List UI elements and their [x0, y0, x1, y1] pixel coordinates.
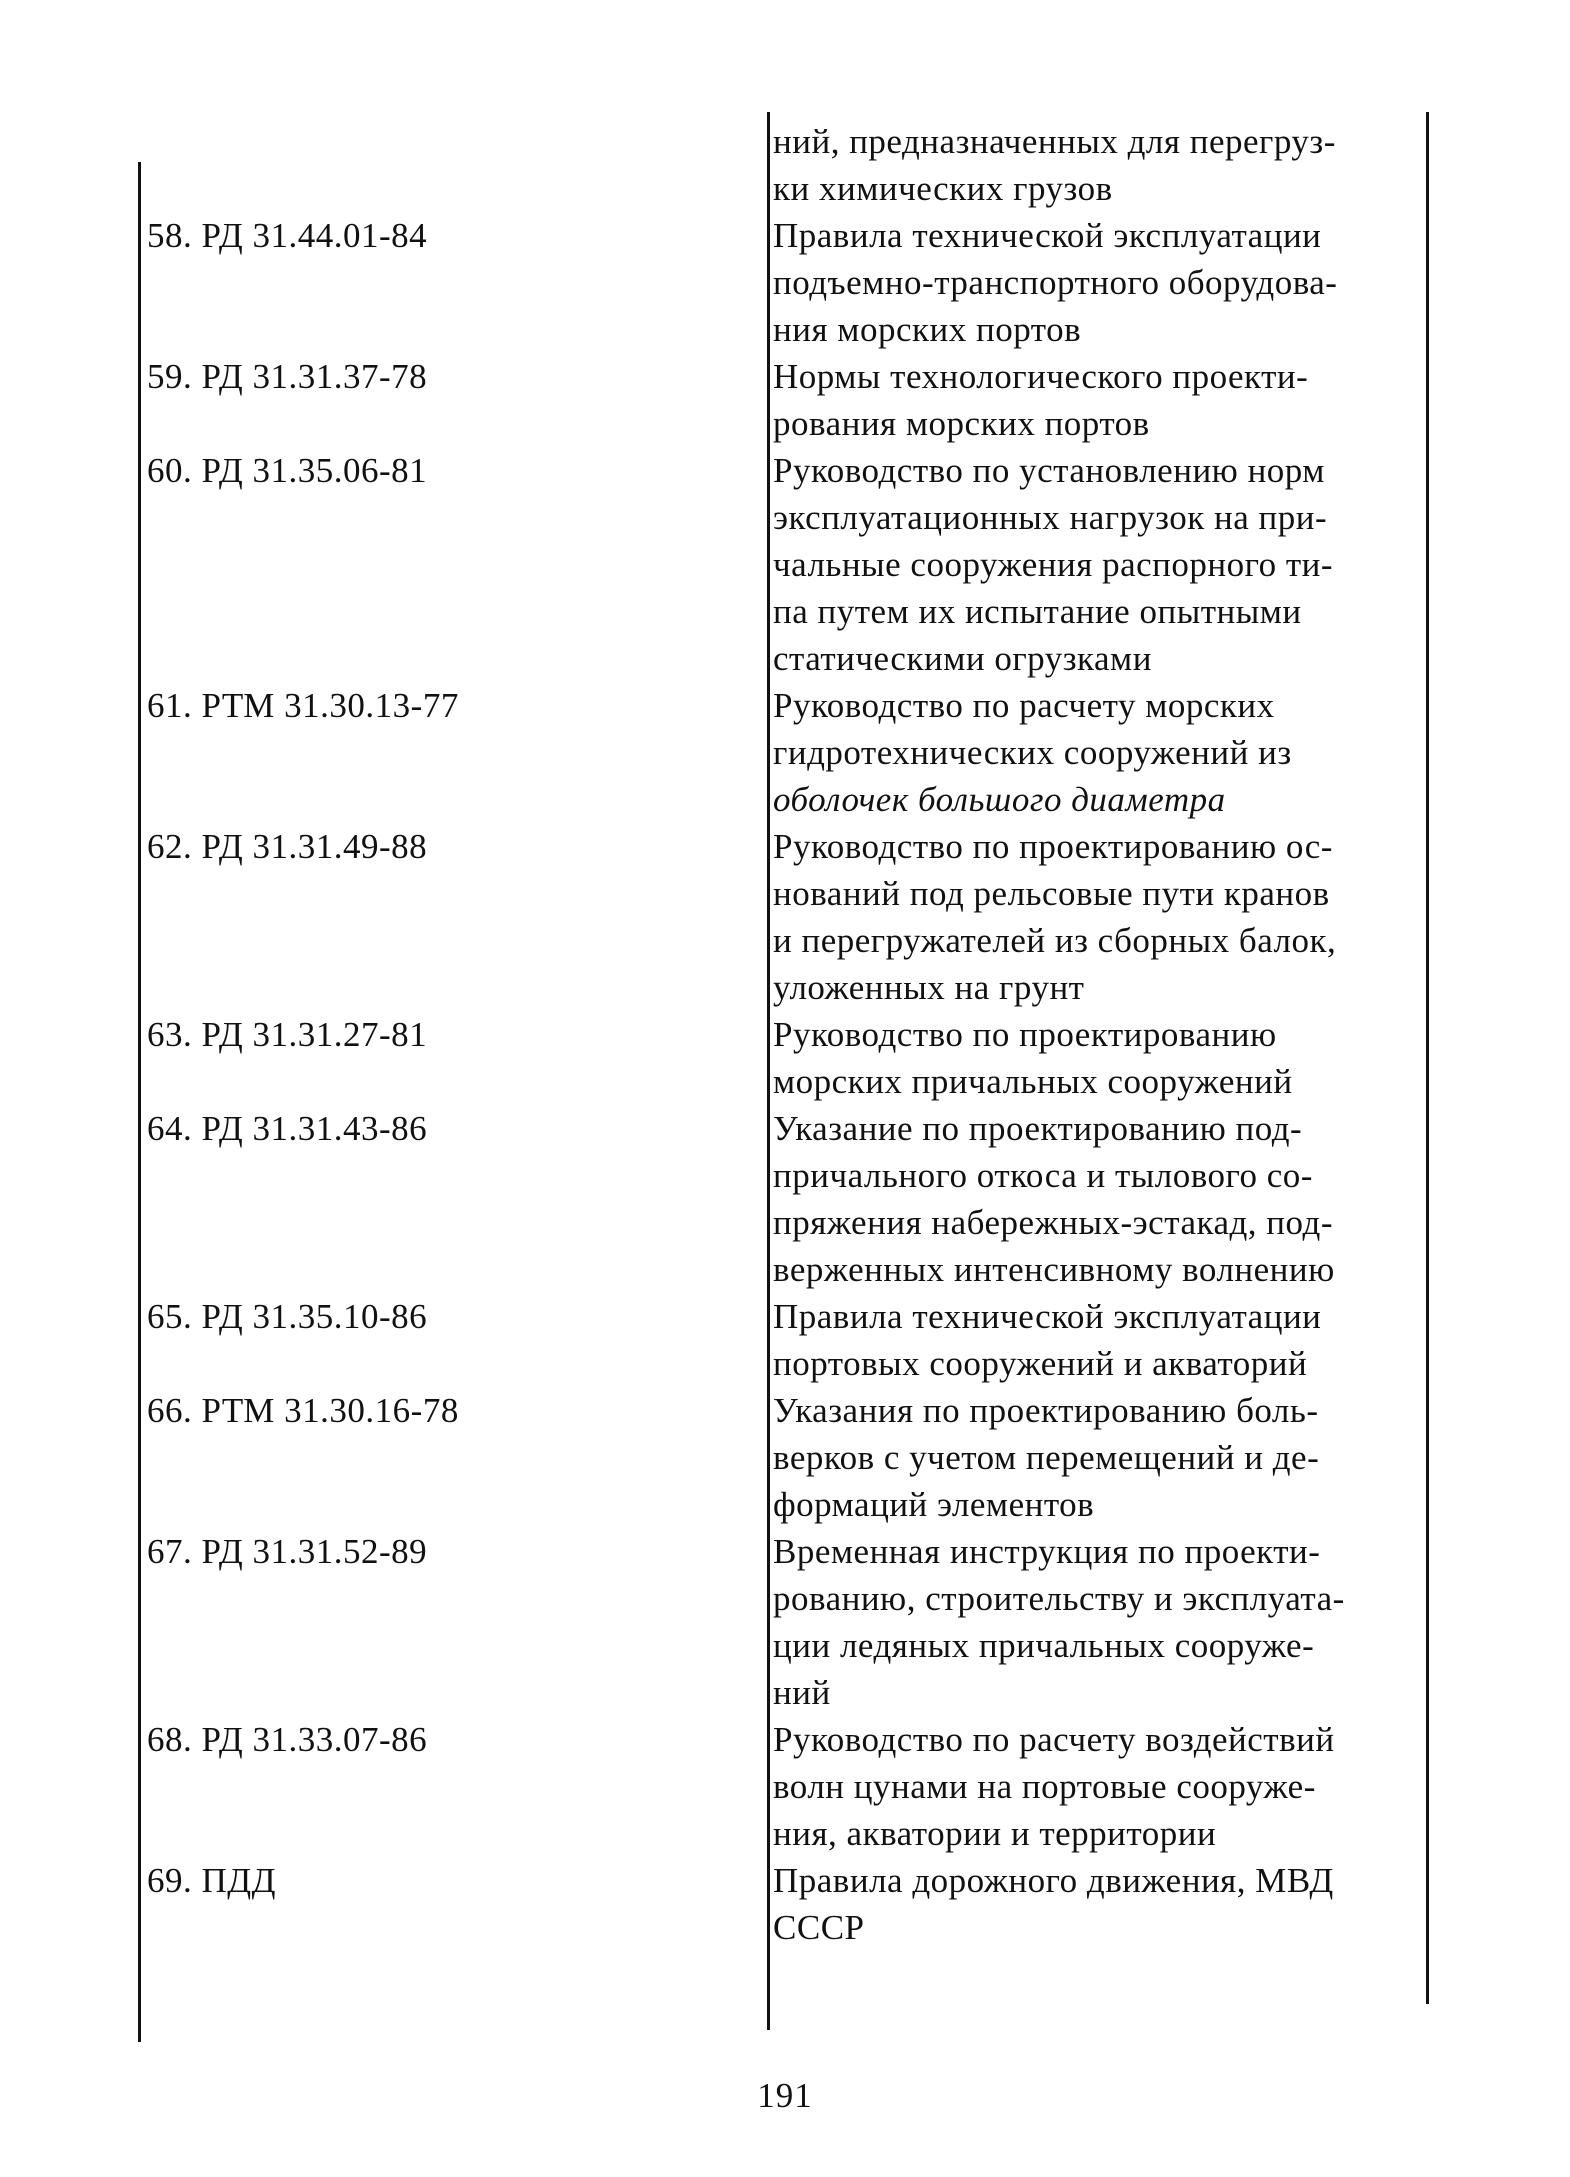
title-line: Правила технической эксплуатации: [773, 1297, 1322, 1336]
title-line: Руководство по проектированию ос-: [773, 827, 1333, 866]
document-code: 61. РТМ 31.30.13-77: [147, 686, 459, 725]
table-row: [141, 1716, 1426, 1857]
document-code: 69. ПДД: [147, 1861, 277, 1900]
title-line: рованию, строительству и эксплуата-: [773, 1579, 1345, 1618]
title-line: Нормы технологического проекти-: [773, 357, 1309, 396]
table-row: [141, 1387, 1426, 1528]
title-line: портовых сооружений и акваторий: [773, 1344, 1308, 1383]
table-row: [141, 447, 1426, 682]
document-title: [767, 447, 1423, 682]
table-row: [141, 212, 1426, 353]
title-line: Правила технической эксплуатации: [773, 216, 1322, 255]
title-line: ции ледяных причальных сооруже-: [773, 1626, 1315, 1665]
table-row: [141, 682, 1426, 823]
title-line: Руководство по расчету морских: [773, 686, 1275, 725]
title-line-italic: оболочек большого диаметра: [773, 780, 1226, 819]
table-row: [141, 823, 1426, 1011]
document-title: [767, 118, 1423, 212]
title-line: эксплуатационных нагрузок на при-: [773, 498, 1328, 537]
document-code: 64. РД 31.31.43-86: [147, 1109, 428, 1148]
document-title: [767, 212, 1423, 353]
document-title: [767, 823, 1423, 1011]
title-line: гидротехнических сооружений из: [773, 733, 1292, 772]
title-line: уложенных на грунт: [773, 968, 1085, 1007]
title-line: ний, предназначенных для перегруз-: [773, 122, 1336, 161]
table-row: [141, 1857, 1426, 1951]
table-row: [141, 1528, 1426, 1716]
document-title: [767, 682, 1423, 823]
document-code: 65. РД 31.35.10-86: [147, 1297, 428, 1336]
document-title: [767, 1387, 1423, 1528]
document-code: 68. РД 31.33.07-86: [147, 1720, 428, 1759]
document-code: 66. РТМ 31.30.16-78: [147, 1391, 459, 1430]
title-line: формаций элементов: [773, 1485, 1095, 1524]
title-line: ния, акватории и территории: [773, 1814, 1217, 1853]
title-line: верков с учетом перемещений и де-: [773, 1438, 1320, 1477]
title-line: Руководство по установлению норм: [773, 451, 1325, 490]
document-code: 58. РД 31.44.01-84: [147, 216, 428, 255]
title-line: и перегружателей из сборных балок,: [773, 921, 1337, 960]
document-title: [767, 1105, 1423, 1293]
title-line: ния морских портов: [773, 310, 1082, 349]
title-line: пряжения набережных-эстакад, под-: [773, 1203, 1333, 1242]
title-line: морских причальных сооружений: [773, 1062, 1293, 1101]
title-line: подъемно-транспортного оборудова-: [773, 263, 1338, 302]
table-right-border: [1426, 112, 1429, 2004]
title-line: Указания по проектированию боль-: [773, 1391, 1319, 1430]
title-line: Руководство по расчету воздействий: [773, 1720, 1335, 1759]
document-code: 62. РД 31.31.49-88: [147, 827, 428, 866]
document-code: 67. РД 31.31.52-89: [147, 1532, 428, 1571]
page-number: 191: [757, 2076, 813, 2115]
reference-table: [141, 118, 1426, 1951]
title-line: рования морских портов: [773, 404, 1150, 443]
title-line: статическими огрузками: [773, 639, 1152, 678]
document-title: [767, 1011, 1423, 1105]
document-code: 59. РД 31.31.37-78: [147, 357, 428, 396]
title-line: причального откоса и тылового со-: [773, 1156, 1313, 1195]
title-line: волн цунами на портовые сооруже-: [773, 1767, 1316, 1806]
table-row: [141, 353, 1426, 447]
document-code: 63. РД 31.31.27-81: [147, 1015, 428, 1054]
document-title: [767, 1528, 1423, 1716]
document-code: 60. РД 31.35.06-81: [147, 451, 428, 490]
title-line: чальные сооружения распорного ти-: [773, 545, 1334, 584]
document-title: [767, 1716, 1423, 1857]
table-row: [141, 1293, 1426, 1387]
table-row-continuation: [141, 118, 1426, 212]
document-title: [767, 1857, 1423, 1951]
title-line: нований под рельсовые пути кранов: [773, 874, 1330, 913]
table-row: [141, 1011, 1426, 1105]
document-title: [767, 1293, 1423, 1387]
title-line: Указание по проектированию под-: [773, 1109, 1303, 1148]
title-line: ний: [773, 1673, 831, 1712]
title-line: па путем их испытание опытными: [773, 592, 1302, 631]
title-line: ки химических грузов: [773, 169, 1113, 208]
title-line: Правила дорожного движения, МВД: [773, 1861, 1334, 1900]
title-line: верженных интенсивному волнению: [773, 1250, 1335, 1289]
title-line: Временная инструкция по проекти-: [773, 1532, 1321, 1571]
title-line: Руководство по проектированию: [773, 1015, 1277, 1054]
table-row: [141, 1105, 1426, 1293]
title-line: СССР: [773, 1908, 865, 1947]
document-title: [767, 353, 1423, 447]
